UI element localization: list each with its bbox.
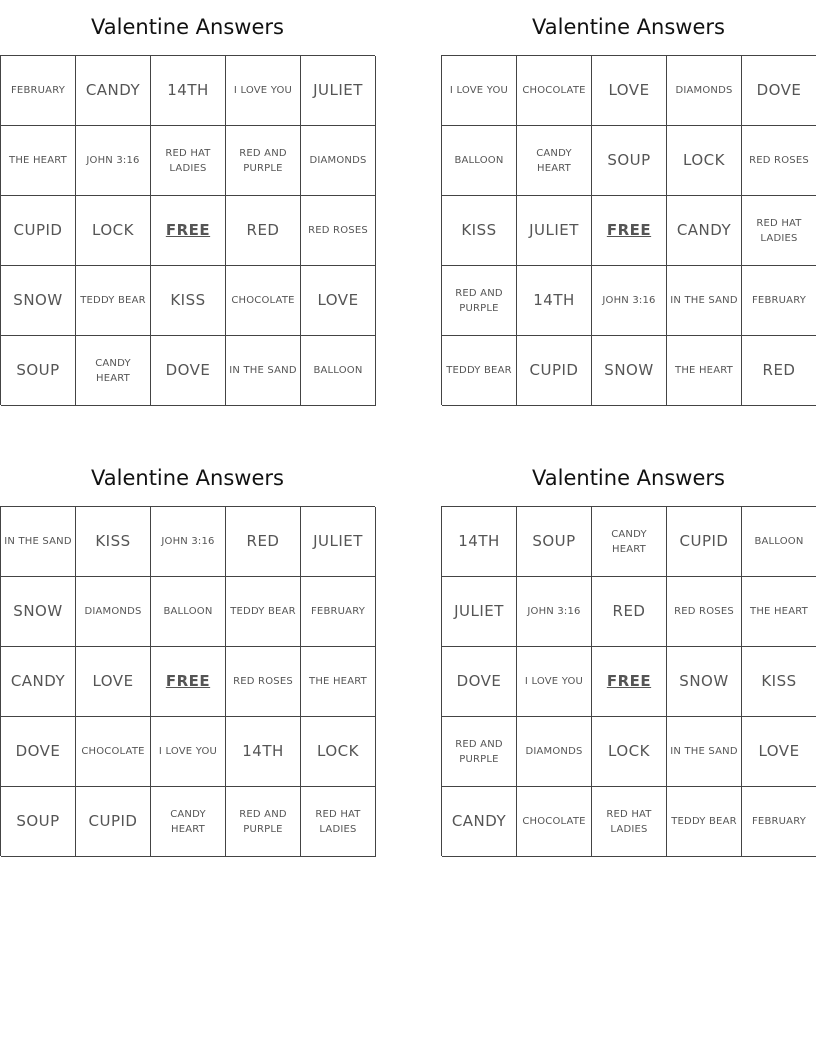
bingo-cell: IN THE SAND (1, 507, 76, 577)
bingo-cell: RED (226, 196, 301, 266)
bingo-card (0, 12, 375, 384)
bingo-cell: DIAMONDS (301, 126, 376, 196)
bingo-cell: SNOW (667, 647, 742, 717)
bingo-cell: RED AND PURPLE (442, 717, 517, 787)
bingo-cell: FEBRUARY (742, 787, 816, 857)
bingo-cell: SOUP (1, 787, 76, 857)
bingo-cell: KISS (742, 647, 816, 717)
bingo-cell: KISS (442, 196, 517, 266)
bingo-cell: 14TH (442, 507, 517, 577)
bingo-cell: TEDDY BEAR (667, 787, 742, 857)
bingo-cell: IN THE SAND (226, 336, 301, 406)
bingo-cell: SNOW (1, 266, 76, 336)
bingo-cell: FEBRUARY (1, 56, 76, 126)
bingo-cell: KISS (151, 266, 226, 336)
bingo-cell: CUPID (517, 336, 592, 406)
bingo-cell: FEBRUARY (742, 266, 816, 336)
bingo-cell: LOVE (76, 647, 151, 717)
bingo-cell: SNOW (1, 577, 76, 647)
card-title: Valentine Answers (532, 466, 725, 490)
bingo-cell: RED HAT LADIES (301, 787, 376, 857)
bingo-cell: RED ROSES (301, 196, 376, 266)
bingo-cell: RED (742, 336, 816, 406)
bingo-cell: RED (592, 577, 667, 647)
card-title: Valentine Answers (91, 15, 284, 39)
bingo-cell: CANDY HEART (76, 336, 151, 406)
bingo-cell: RED AND PURPLE (226, 126, 301, 196)
bingo-cell: JULIET (301, 507, 376, 577)
bingo-cell: SOUP (592, 126, 667, 196)
bingo-cell: SOUP (517, 507, 592, 577)
bingo-cell: JOHN 3:16 (517, 577, 592, 647)
free-space-cell: FREE (151, 196, 226, 266)
bingo-cell: BALLOON (742, 507, 816, 577)
bingo-cell: CANDY HEART (592, 507, 667, 577)
bingo-cell: CUPID (76, 787, 151, 857)
bingo-cell: TEDDY BEAR (76, 266, 151, 336)
bingo-cell: TEDDY BEAR (442, 336, 517, 406)
bingo-cell: CHOCOLATE (517, 56, 592, 126)
bingo-cell: THE HEART (301, 647, 376, 717)
bingo-cell: DOVE (151, 336, 226, 406)
bingo-grid (0, 506, 375, 856)
bingo-cell: BALLOON (301, 336, 376, 406)
bingo-cell: I LOVE YOU (517, 647, 592, 717)
bingo-cell: LOVE (592, 56, 667, 126)
bingo-cell: I LOVE YOU (442, 56, 517, 126)
bingo-cell: DIAMONDS (76, 577, 151, 647)
bingo-cell: DOVE (442, 647, 517, 717)
bingo-cell: THE HEART (1, 126, 76, 196)
bingo-cell: RED AND PURPLE (442, 266, 517, 336)
bingo-grid (441, 506, 816, 856)
bingo-cell: LOCK (667, 126, 742, 196)
bingo-card (0, 463, 375, 835)
bingo-cell: TEDDY BEAR (226, 577, 301, 647)
bingo-cell: LOCK (76, 196, 151, 266)
free-space-cell: FREE (592, 647, 667, 717)
bingo-cell: DIAMONDS (667, 56, 742, 126)
bingo-cell: CHOCOLATE (517, 787, 592, 857)
bingo-cell: CHOCOLATE (226, 266, 301, 336)
bingo-cell: RED HAT LADIES (592, 787, 667, 857)
bingo-grid (441, 55, 816, 405)
bingo-cell: JOHN 3:16 (592, 266, 667, 336)
bingo-cell: JULIET (517, 196, 592, 266)
bingo-cell: THE HEART (667, 336, 742, 406)
bingo-cell: 14TH (517, 266, 592, 336)
bingo-cell: I LOVE YOU (226, 56, 301, 126)
bingo-cell: DOVE (742, 56, 816, 126)
bingo-cell: RED AND PURPLE (226, 787, 301, 857)
bingo-cell: BALLOON (151, 577, 226, 647)
bingo-cell: RED ROSES (667, 577, 742, 647)
bingo-cell: SNOW (592, 336, 667, 406)
bingo-cell: LOCK (301, 717, 376, 787)
card-title: Valentine Answers (532, 15, 725, 39)
bingo-cell: JOHN 3:16 (76, 126, 151, 196)
bingo-cell: JOHN 3:16 (151, 507, 226, 577)
bingo-cell: 14TH (226, 717, 301, 787)
bingo-cell: CHOCOLATE (76, 717, 151, 787)
bingo-cell: DIAMONDS (517, 717, 592, 787)
bingo-cell: IN THE SAND (667, 717, 742, 787)
bingo-cell: I LOVE YOU (151, 717, 226, 787)
bingo-cell: CUPID (667, 507, 742, 577)
bingo-cell: CANDY (1, 647, 76, 717)
bingo-cell: DOVE (1, 717, 76, 787)
bingo-cell: BALLOON (442, 126, 517, 196)
bingo-cell: RED (226, 507, 301, 577)
bingo-cell: RED HAT LADIES (742, 196, 816, 266)
bingo-cell: CANDY (442, 787, 517, 857)
bingo-cell: RED HAT LADIES (151, 126, 226, 196)
bingo-grid (0, 55, 375, 405)
bingo-cell: THE HEART (742, 577, 816, 647)
card-title: Valentine Answers (91, 466, 284, 490)
bingo-card (441, 12, 816, 379)
bingo-cell: CUPID (1, 196, 76, 266)
bingo-cell: 14TH (151, 56, 226, 126)
bingo-cell: LOVE (742, 717, 816, 787)
free-space-cell: FREE (592, 196, 667, 266)
bingo-cell: RED ROSES (226, 647, 301, 717)
bingo-cell: LOVE (301, 266, 376, 336)
bingo-cell: FEBRUARY (301, 577, 376, 647)
free-space-cell: FREE (151, 647, 226, 717)
bingo-cell: RED ROSES (742, 126, 816, 196)
bingo-cell: LOCK (592, 717, 667, 787)
bingo-cell: JULIET (301, 56, 376, 126)
bingo-cell: IN THE SAND (667, 266, 742, 336)
bingo-cell: CANDY (667, 196, 742, 266)
bingo-cell: SOUP (1, 336, 76, 406)
bingo-card (441, 463, 816, 835)
bingo-cell: KISS (76, 507, 151, 577)
bingo-cell: CANDY HEART (517, 126, 592, 196)
bingo-cell: JULIET (442, 577, 517, 647)
bingo-cell: CANDY (76, 56, 151, 126)
bingo-cell: CANDY HEART (151, 787, 226, 857)
